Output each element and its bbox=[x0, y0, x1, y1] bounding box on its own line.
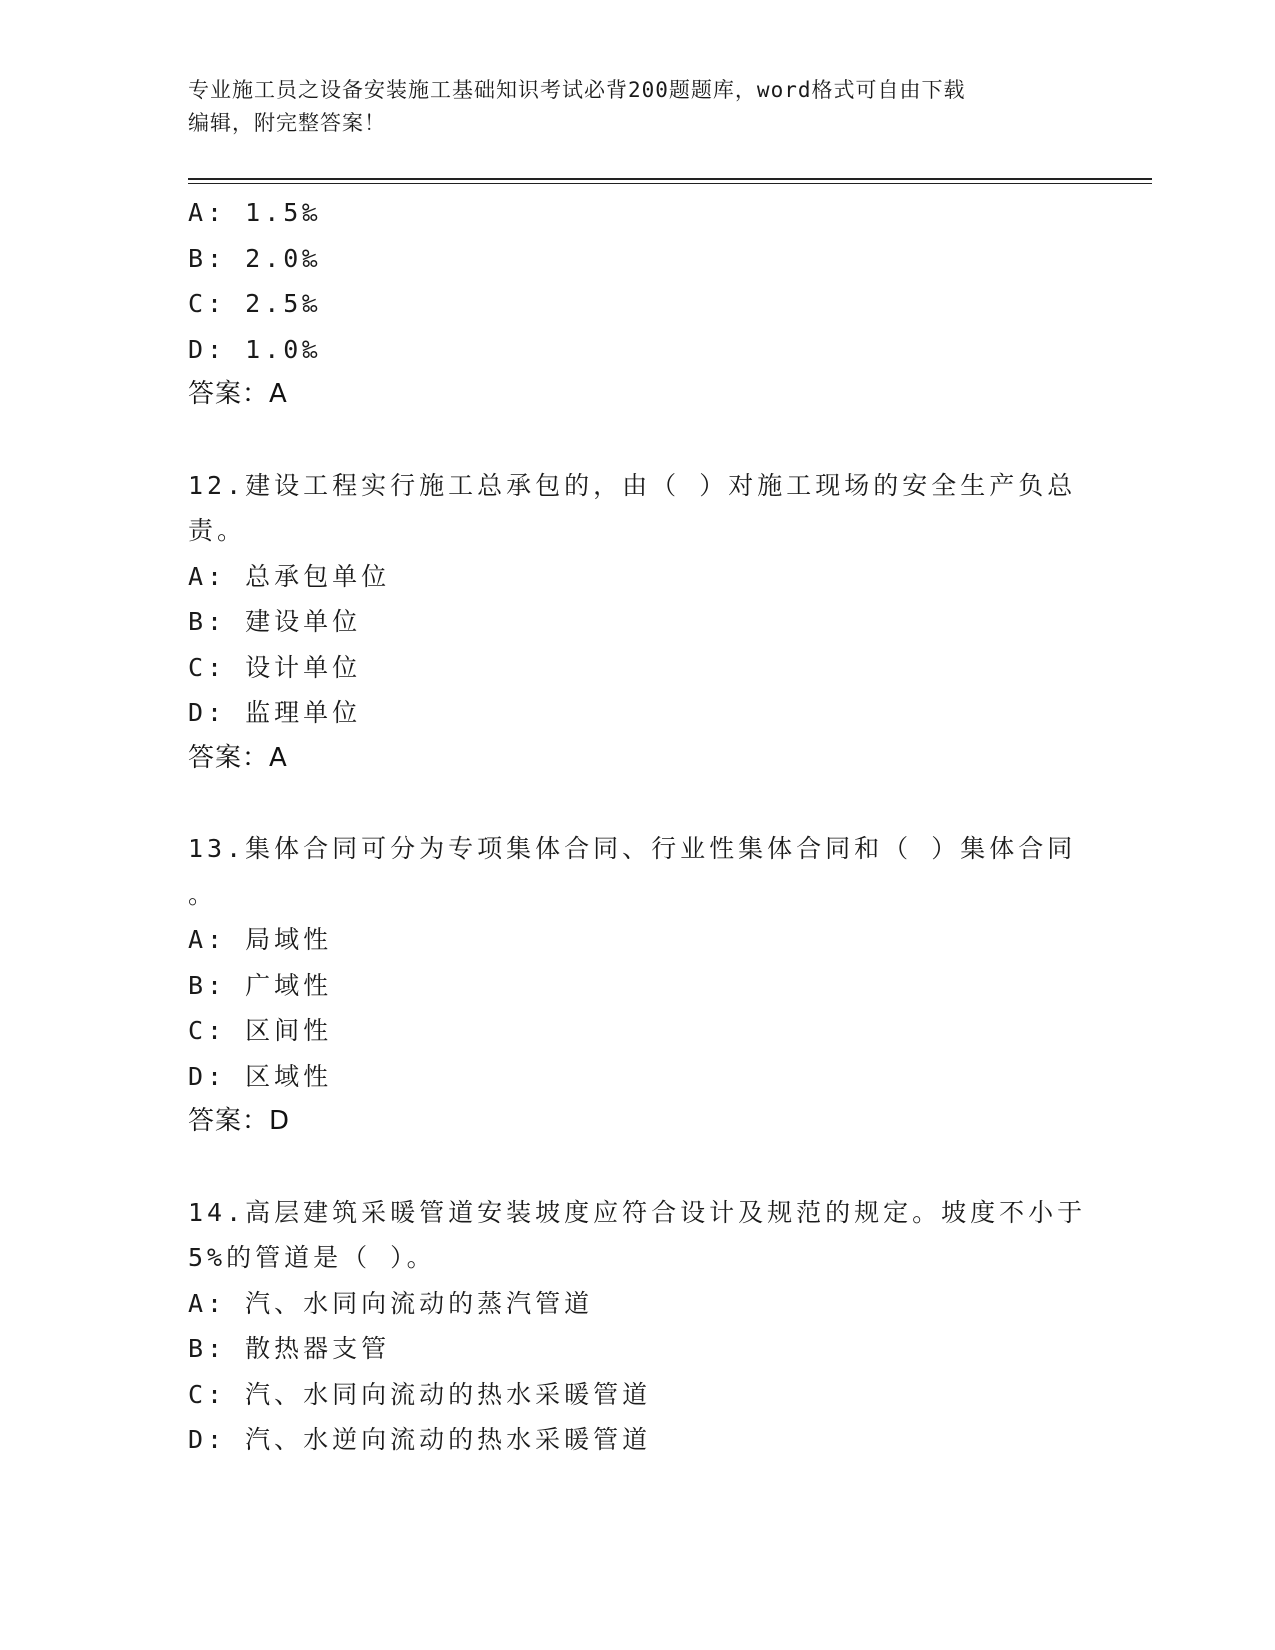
document-header bbox=[188, 74, 1068, 140]
option-a: A: 局域性 bbox=[188, 925, 333, 954]
spacer bbox=[188, 418, 1068, 463]
option-a: A: 1.5‰ bbox=[188, 198, 322, 227]
question-11-continued bbox=[188, 190, 1068, 418]
question-text-line2: 责。 bbox=[188, 516, 247, 545]
question-12 bbox=[188, 463, 1077, 782]
question-text-line2: 。 bbox=[188, 879, 218, 909]
option-c: C: 汽、水同向流动的热水采暖管道 bbox=[188, 1379, 652, 1409]
header-title-line1: 专业施工员之设备安装施工基础知识考试必背200题题库，word格式可自由下载 bbox=[188, 78, 966, 102]
option-b: B: 建设单位 bbox=[188, 607, 362, 636]
option-d: D: 区域性 bbox=[188, 1061, 333, 1091]
option-c: C: 设计单位 bbox=[188, 652, 362, 682]
answer-label: 答案：D bbox=[188, 1106, 291, 1136]
header-divider-thin bbox=[188, 183, 1152, 184]
option-b: B: 2.0‰ bbox=[188, 243, 322, 273]
option-a: A: 汽、水同向流动的蒸汽管道 bbox=[188, 1288, 594, 1318]
question-text-line1: 14.高层建筑采暖管道安装坡度应符合设计及规范的规定。坡度不小于 bbox=[188, 1197, 1087, 1227]
spacer bbox=[188, 1145, 1068, 1190]
option-c: C: 2.5‰ bbox=[188, 289, 322, 318]
option-b: B: 散热器支管 bbox=[188, 1334, 391, 1363]
spacer bbox=[188, 781, 1068, 826]
question-14 bbox=[188, 1190, 1087, 1463]
option-a: A: 总承包单位 bbox=[188, 561, 391, 591]
header-title-line2: 编辑，附完整答案！ bbox=[188, 111, 386, 135]
question-13 bbox=[188, 826, 1077, 1145]
question-list bbox=[188, 190, 1087, 1463]
option-c: C: 区间性 bbox=[188, 1016, 333, 1045]
option-d: D: 汽、水逆向流动的热水采暖管道 bbox=[188, 1425, 652, 1454]
option-b: B: 广域性 bbox=[188, 970, 333, 1000]
header-divider-thick bbox=[188, 178, 1152, 180]
answer-label: 答案：A bbox=[188, 742, 288, 773]
question-text-line1: 13.集体合同可分为专项集体合同、行业性集体合同和（ ）集体合同 bbox=[188, 834, 1077, 863]
question-text-line2: 5%的管道是（ ）。 bbox=[188, 1243, 436, 1272]
question-text-line1: 12.建设工程实行施工总承包的，由（ ）对施工现场的安全生产负总 bbox=[188, 470, 1077, 500]
answer-label: 答案：A bbox=[188, 379, 288, 409]
option-d: D: 1.0‰ bbox=[188, 334, 322, 364]
option-d: D: 监理单位 bbox=[188, 698, 362, 727]
